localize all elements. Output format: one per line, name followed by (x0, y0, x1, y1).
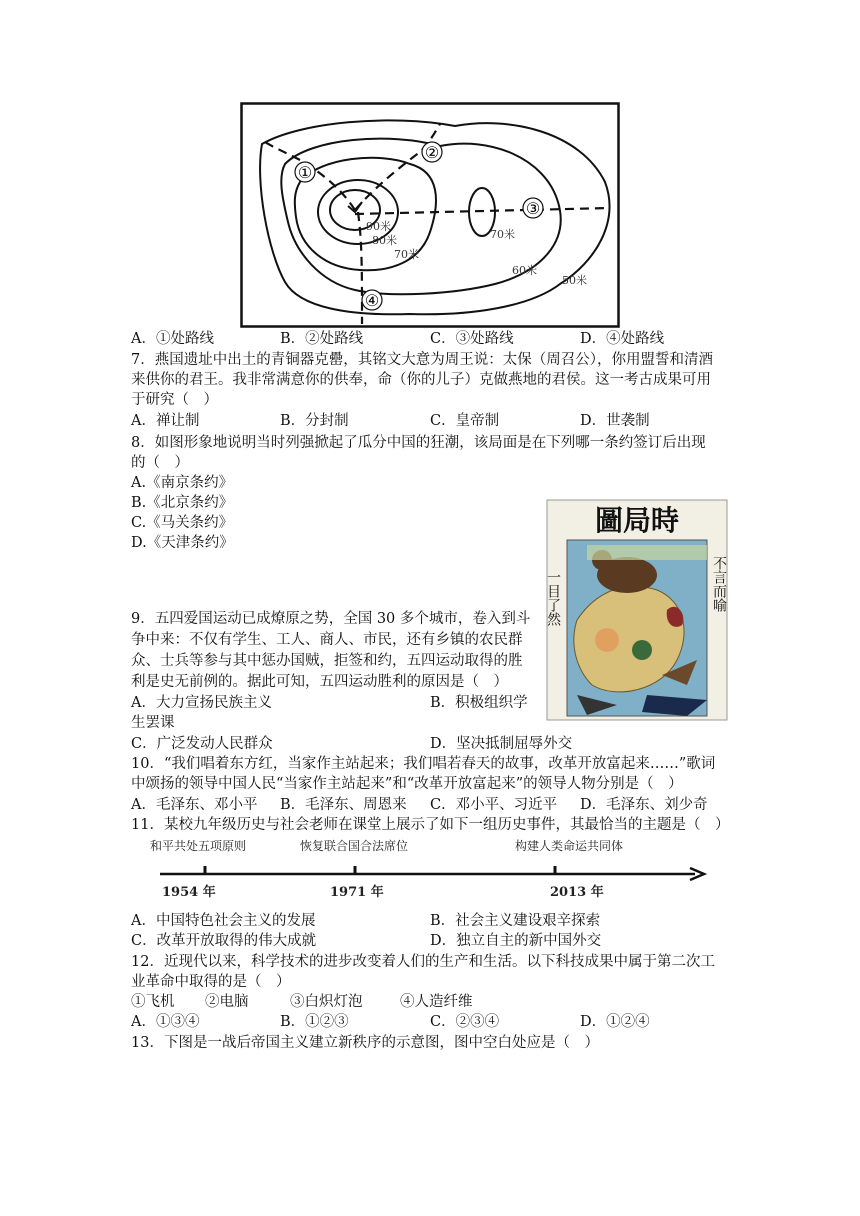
q12-item-2: ②电脑 (205, 994, 249, 1010)
route-label-1: ① (297, 163, 313, 182)
q7-option-a: A．禅让制 (131, 413, 200, 429)
q9-option-d: D．坚决抵制屈辱外交 (430, 736, 573, 752)
cartoon-title: 圖局時 (594, 504, 680, 537)
elevation-label: 90米 (366, 220, 391, 233)
q12-option-d: D．①②④ (580, 1014, 650, 1030)
q10-option-c: C．邓小平、习近平 (430, 797, 558, 813)
q9-option-a: A．大力宣扬民族主义 (131, 695, 272, 711)
elevation-label: 50米 (562, 274, 587, 287)
q9-stem-line: 利是史无前例的。据此可知，五四运动胜利的原因是（ ） (131, 674, 508, 690)
cartoon-image (547, 500, 727, 720)
q8-option-c: C.《马关条约》 (131, 515, 234, 531)
timeline-year-2013: 2013 年 (550, 885, 604, 900)
q7-stem-line: 于研究（ ） (131, 392, 218, 408)
q6-option-a: A．①处路线 (131, 331, 214, 347)
q7-stem-line: 来供你的君王。我非常满意你的供奉，命（你的儿子）克做燕地的君侯。这一考古成果可用 (131, 372, 711, 388)
q7-option-d: D．世袭制 (580, 413, 650, 429)
timeline-event-1971: 恢复联合国合法席位 (300, 839, 409, 853)
q9-option-b-cont: 生罢课 (131, 715, 175, 731)
elevation-label: 80米 (372, 234, 397, 247)
q11-option-c: C．改革开放取得的伟大成就 (131, 933, 317, 949)
q7-stem-line: 7．燕国遗址中出土的青铜器克罍，其铭文大意为周王说：太保（周召公），你用盟誓和清酒 (131, 352, 713, 368)
q7-option-b: B．分封制 (280, 413, 349, 429)
q8-option-b: B.《北京条约》 (131, 495, 234, 511)
q11-option-a: A．中国特色社会主义的发展 (131, 913, 316, 929)
figure (595, 628, 619, 652)
timeline-event-1954: 和平共处五项原则 (150, 839, 247, 853)
timeline-year-1954: 1954 年 (162, 885, 216, 900)
q9-stem-line: 争中来：不仅有学生、工人、商人、市民，还有乡镇的农民群 (131, 632, 523, 648)
elevation-label: 60米 (512, 264, 537, 277)
q10-stem-line: 中颂扬的领导中国人民“当家作主站起来”和“改革开放富起来”的领导人物分别是（ ） (131, 776, 683, 792)
q12-option-c: C．②③④ (430, 1014, 500, 1030)
timeline-year-1971: 1971 年 (330, 885, 384, 900)
route-label-2: ② (424, 143, 440, 162)
q9-stem-line: 9．五四爱国运动已成燎原之势，全国 30 多个城市，卷入到斗 (131, 611, 531, 627)
q10-option-a: A．毛泽东、邓小平 (131, 797, 258, 813)
q6-option-b: B．②处路线 (280, 331, 364, 347)
q8-option-a: A.《南京条约》 (131, 475, 234, 491)
q12-stem-line: 业革命中取得的是（ ） (131, 974, 291, 990)
q12-option-b: B．①②③ (280, 1014, 349, 1030)
q9-option-c: C．广泛发动人民群众 (131, 736, 273, 752)
q10-option-b: B．毛泽东、周恩来 (280, 797, 407, 813)
q8-option-d: D.《天津条约》 (131, 535, 234, 551)
q10-option-d: D．毛泽东、刘少奇 (580, 797, 708, 813)
contour-map (240, 102, 620, 328)
cartoon-left-text: 一目了然 (545, 570, 561, 626)
timeline-figure (150, 836, 710, 904)
q8-stem-line: 8．如图形象地说明当时列强掀起了瓜分中国的狂潮，该局面是在下列哪一条约签订后出现 (131, 435, 706, 451)
route-label-4: ④ (364, 291, 380, 310)
q11-stem-line: 11．某校九年级历史与社会老师在课堂上展示了如下一组历史事件，其最恰当的主题是（ ） (131, 817, 730, 833)
q12-item-3: ③白炽灯泡 (290, 994, 363, 1010)
q8-stem-line: 的（ ） (131, 455, 189, 471)
timeline-event-2013: 构建人类命运共同体 (515, 839, 624, 853)
route-label-3: ③ (525, 199, 541, 218)
elevation-label: 70米 (394, 248, 419, 261)
q12-option-a: A．①③④ (131, 1014, 200, 1030)
q6-option-c: C．③处路线 (430, 331, 514, 347)
q11-option-b: B．社会主义建设艰辛探索 (430, 913, 601, 929)
q7-option-c: C．皇帝制 (430, 413, 500, 429)
q6-option-d: D．④处路线 (580, 331, 665, 347)
figure (632, 640, 652, 660)
q10-stem-line: 10．“我们唱着东方红，当家作主站起来；我们唱若春天的故事，改革开放富起来……”歌词 (131, 756, 716, 772)
q12-stem-line: 12．近现代以来，科学技术的进步改变着人们的生产和生活。以下科技成果中属于第二次工 (131, 954, 715, 970)
cartoon-right-text: 不言而喻 (711, 556, 727, 612)
q12-item-4: ④人造纤维 (400, 994, 473, 1010)
q9-option-b: B．积极组织学 (430, 695, 528, 711)
q9-stem-line: 众、士兵等参与其中惩办国贼，拒签和约，五四运动取得的胜 (131, 653, 523, 669)
q13-stem-line: 13．下图是一战后帝国主义建立新秩序的示意图，图中空白处应是（ ） (131, 1035, 599, 1051)
elevation-label: 70米 (490, 228, 515, 241)
q12-item-1: ①飞机 (131, 994, 175, 1010)
q11-option-d: D．独立自主的新中国外交 (430, 933, 602, 949)
